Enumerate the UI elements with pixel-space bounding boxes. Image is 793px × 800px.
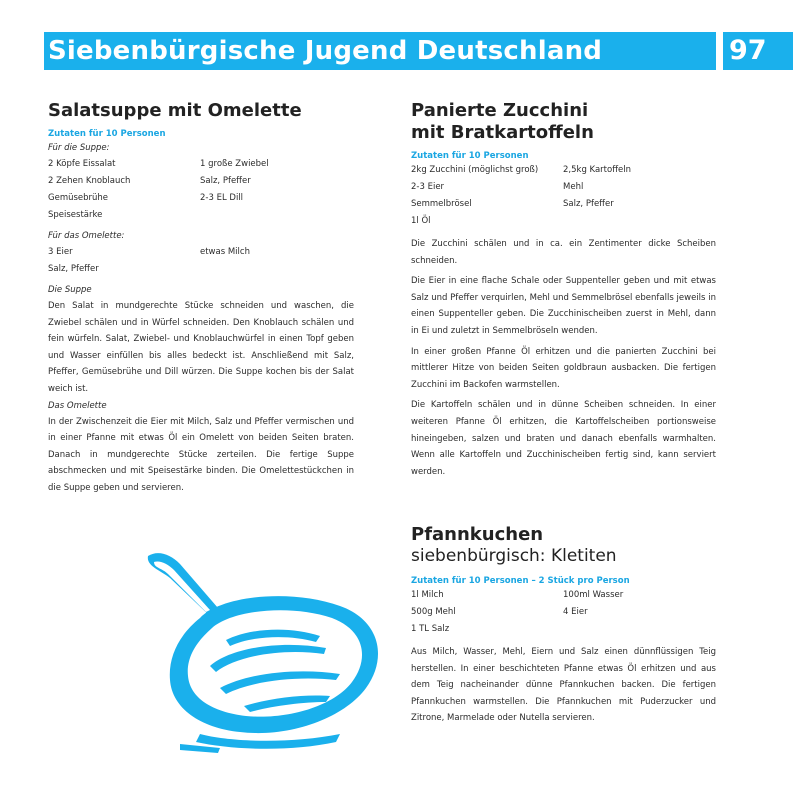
- step-label-soup: Die Suppe: [48, 285, 92, 295]
- ingredient: 1l Öl: [411, 216, 431, 226]
- ingredient: Salz, Pfeffer: [563, 199, 614, 209]
- header-title: Siebenbürgische Jugend Deutschland: [48, 36, 603, 66]
- ingredient-row: [48, 190, 354, 207]
- ingredient: 500g Mehl: [411, 607, 456, 617]
- instructions-soup: Den Salat in mundgerechte Stücke schneiden und waschen, die Zwiebel schälen und in Würfel schneiden. Den Knoblauch schälen und fein würfeln. Salat, Zwiebel- und Knoblauchwürfel in einen Topf geben und Wasser einfüllen bis alles bedeckt ist. Anschließend mit Salz, Pfeffer, Gemüsebrühe und Dill würzen. Die Suppe kochen bis der Salat weich ist.: [48, 301, 354, 394]
- ingredient-row: [411, 587, 716, 604]
- ingredient-row: [48, 261, 354, 278]
- ingredient: 3 Eier: [48, 247, 73, 257]
- ingredient: 100ml Wasser: [563, 590, 624, 600]
- ingredient: 2-3 EL Dill: [200, 193, 244, 203]
- instructions-paragraph: Die Eier in eine flache Schale oder Suppenteller geben und mit etwas Salz und Pfeffer verquirlen, Mehl und Semmelbrösel ebenfalls jeweils in einen Suppenteller geben. Die Zucchinischeiben zuerst in Mehl, dann in Ei und zuletzt in Semmelbröseln wenden.: [411, 276, 716, 336]
- ingredient-row: [411, 621, 716, 638]
- ingredient-row: [48, 156, 354, 173]
- header-banner: [44, 32, 716, 70]
- recipe-title-line2: mit Bratkartoffeln: [411, 122, 594, 143]
- recipe-title: Pfannkuchen: [411, 524, 544, 545]
- ingredient-row: [411, 196, 716, 213]
- ingredient-row: [48, 207, 354, 224]
- ingredient: Salz, Pfeffer: [48, 264, 99, 274]
- instructions-paragraph: Die Zucchini schälen und in ca. ein Zentimenter dicke Scheiben schneiden.: [411, 239, 716, 266]
- ingredient: 2 Zehen Knoblauch: [48, 176, 131, 186]
- recipe-salatsuppe: [48, 100, 354, 497]
- recipe-subtitle: siebenbürgisch: Kletiten: [411, 546, 617, 566]
- ingredient-row: [411, 604, 716, 621]
- instructions-paragraph: Aus Milch, Wasser, Mehl, Eiern und Salz einen dünnflüssigen Teig herstellen. In einer beschichteten Pfanne etwas Öl erhitzen und aus dem Teig nacheinander dünne Pfannkuchen backen. Die fertigen Pfannkuchen warmstellen. Die Pfannkuchen mit Puderzucker und Zitrone, Marmelade oder Nutella servieren.: [411, 647, 716, 724]
- ingredient: 1l Milch: [411, 590, 444, 600]
- ingredient: [563, 621, 716, 638]
- ingredients-heading: Zutaten für 10 Personen: [48, 129, 166, 139]
- ingredients-heading: Zutaten für 10 Personen: [411, 151, 529, 161]
- ingredient: Semmelbrösel: [411, 199, 472, 209]
- frying-pan-icon: [140, 548, 390, 753]
- ingredient: Speisestärke: [48, 210, 103, 220]
- ingredient: 4 Eier: [563, 607, 588, 617]
- ingredient: Mehl: [563, 182, 584, 192]
- ingredient: 1 TL Salz: [411, 624, 450, 634]
- ingredient: Salz, Pfeffer: [200, 176, 251, 186]
- recipe-title: Salatsuppe mit Omelette: [48, 100, 302, 121]
- ingredient: 1 große Zwiebel: [200, 159, 269, 169]
- ingredient: 2kg Zucchini (möglichst groß): [411, 165, 539, 175]
- instructions-paragraph: Die Kartoffeln schälen und in dünne Scheiben schneiden. In einer weiteren Pfanne Öl erhitzen, die Kartoffelscheiben portionsweise hineingeben, salzen und braten und danach ebenfalls warmhalten. Wenn alle Kartoffeln und Zucchinischeiben fertig sind, kann serviert werden.: [411, 400, 716, 477]
- ingredients-heading: Zutaten für 10 Personen – 2 Stück pro Person: [411, 576, 630, 586]
- ingredient-row: [48, 173, 354, 190]
- ingredient-row: [411, 213, 716, 230]
- ingredient: Gemüsebrühe: [48, 193, 109, 203]
- step-label-omelette: Das Omelette: [48, 400, 107, 411]
- recipe-zucchini: [411, 100, 716, 480]
- ingredient-row: [411, 179, 716, 196]
- ingredient: [200, 261, 354, 278]
- recipe-title-line1: Panierte Zucchini: [411, 100, 589, 121]
- soup-ingredients-label: Für die Suppe:: [48, 143, 110, 153]
- page-number-box: [723, 32, 793, 70]
- ingredient: etwas Milch: [200, 247, 250, 257]
- recipe-pfannkuchen: [411, 524, 716, 727]
- instructions-paragraph: In einer großen Pfanne Öl erhitzen und die panierten Zucchini bei mittlerer Hitze von beiden Seiten goldbraun ausbacken. Die fertigen Zucchini im Backofen warmstellen.: [411, 346, 716, 390]
- instructions-omelette: In der Zwischenzeit die Eier mit Milch, Salz und Pfeffer vermischen und in einer Pfanne mit etwas Öl ein Omelett von beiden Seiten braten. Danach in mundgerechte Stücke zerteilen. Die fertige Suppe abschmecken und mit Speisestärke binden. Die Omelettestückchen in die Suppe geben und servieren.: [48, 416, 354, 493]
- page-number: 97: [729, 35, 767, 66]
- ingredient-row: [411, 162, 716, 179]
- ingredient: [200, 207, 354, 224]
- ingredient: 2-3 Eier: [411, 182, 445, 192]
- ingredient: [563, 213, 716, 230]
- ingredient-row: [48, 244, 354, 261]
- omelette-ingredients-label: Für das Omelette:: [48, 231, 125, 241]
- ingredient: 2,5kg Kartoffeln: [563, 165, 632, 175]
- ingredient: 2 Köpfe Eissalat: [48, 159, 116, 169]
